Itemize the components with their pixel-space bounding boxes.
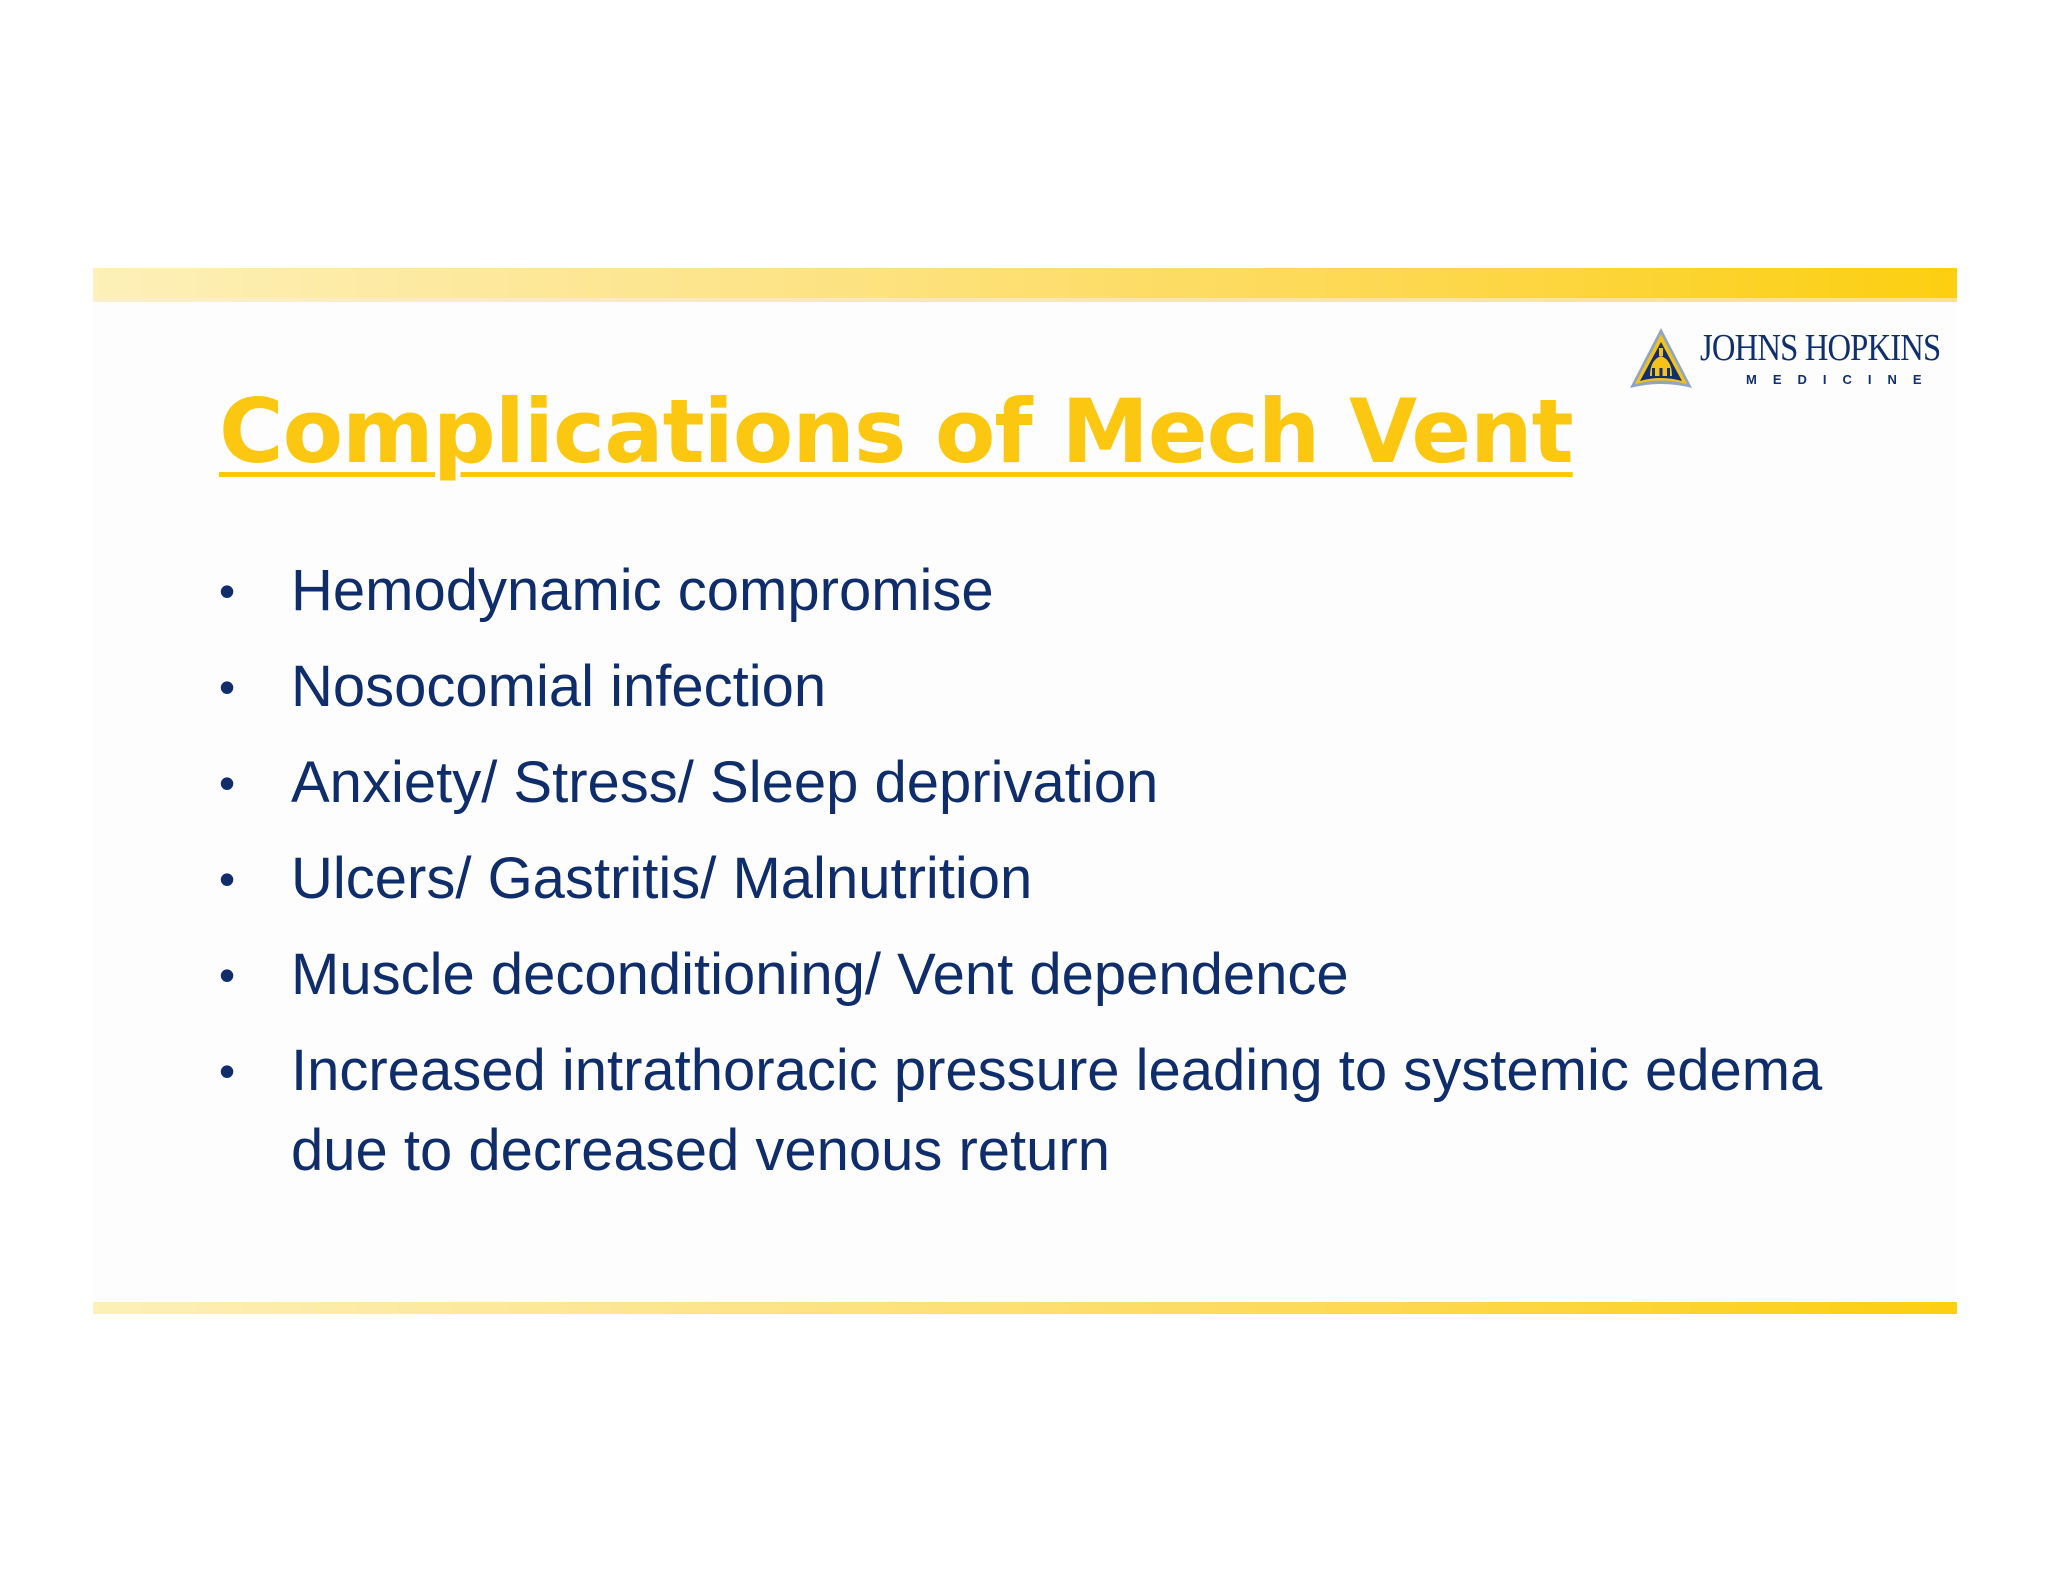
bottom-accent-bar [93, 1302, 1957, 1314]
logo-name: JOHNS HOPKINS [1700, 327, 1941, 369]
bullet-dot-icon: • [219, 757, 236, 809]
bullet-item [219, 1031, 1859, 1191]
bullet-item [219, 935, 1859, 1015]
top-accent-bar [93, 268, 1957, 302]
bullet-item [219, 647, 1859, 727]
bullet-dot-icon: • [219, 949, 236, 1001]
bullet-dot-icon: • [219, 661, 236, 713]
slide [93, 268, 1957, 1314]
slide-title: Complications of Mech Vent [219, 380, 1573, 483]
bullet-item [219, 839, 1859, 919]
bullet-item [219, 551, 1859, 631]
bullet-text: Ulcers/ Gastritis/ Malnutrition [291, 846, 1033, 911]
dome-shield-icon [1628, 326, 1694, 392]
bullet-item [219, 743, 1859, 823]
bullet-text: Muscle deconditioning/ Vent dependence [291, 942, 1349, 1007]
logo-subtitle: MEDICINE [1746, 372, 1938, 387]
bullet-dot-icon: • [219, 853, 236, 905]
johns-hopkins-logo [1628, 324, 1948, 404]
bullet-text: Anxiety/ Stress/ Sleep deprivation [291, 750, 1159, 815]
bullet-list [219, 551, 1859, 1207]
bullet-text: Hemodynamic compromise [291, 558, 994, 623]
bullet-text: Nosocomial infection [291, 654, 827, 719]
bullet-text: Increased intrathoracic pressure leading to systemic edema due to decreased venous return [291, 1038, 1823, 1183]
bullet-dot-icon: • [219, 1045, 236, 1097]
bullet-dot-icon: • [219, 565, 236, 617]
